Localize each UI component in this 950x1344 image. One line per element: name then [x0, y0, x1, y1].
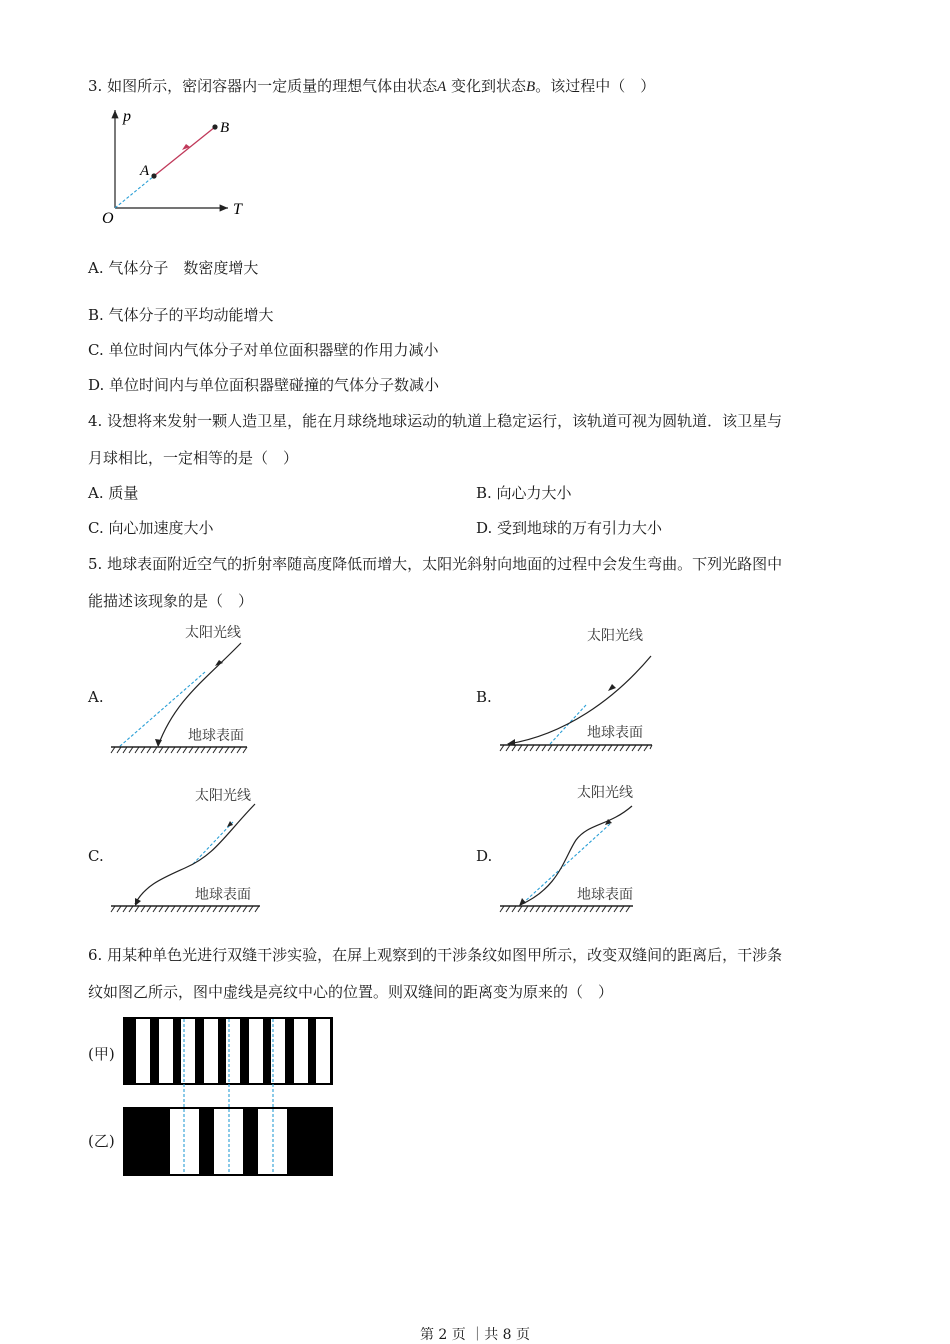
q5-c-hatching — [111, 906, 259, 912]
q3-process-line — [154, 127, 215, 176]
q5-c-ground-label: 地球表面 — [195, 887, 251, 903]
q3-point-b — [212, 124, 217, 129]
q3-origin-label: O — [102, 210, 114, 227]
q5-option-a-label: A. — [88, 688, 104, 706]
q5-c-sun-label: 太阳光线 — [195, 788, 251, 804]
q5-c-ray-arrow-icon — [227, 821, 233, 827]
q3-dashed-extension — [115, 176, 154, 208]
page-footer: 第 2 页 ｜共 8 页 — [419, 1327, 531, 1343]
q3-option-a: A. 气体分子 数密度增大 — [88, 259, 259, 277]
q6-label-jia: (甲) — [88, 1045, 115, 1063]
q4-option-c: C. 向心加速度大小 — [88, 519, 214, 537]
q5-option-d-label: D. — [476, 847, 493, 865]
q5-diagram-a — [105, 620, 265, 760]
q5-diagram-b — [494, 620, 669, 760]
q3-process-arrow — [182, 144, 190, 150]
q6-stem-line2: 纹如图乙所示，图中虚线是亮纹中心的位置。则双缝间的距离变为原来的（ ） — [88, 983, 614, 1001]
q3-point-a-label: A — [140, 163, 150, 179]
q5-d-ground-arrow-icon — [519, 898, 526, 906]
q5-diagram-d — [494, 778, 644, 918]
q6-fringe-yi — [123, 1107, 333, 1176]
q3-point-a — [151, 173, 156, 178]
q4-option-d: D. 受到地球的万有引力大小 — [476, 519, 663, 537]
q5-option-c-label: C. — [88, 847, 104, 865]
q6-stem-line1: 6. 用某种单色光进行双缝干涉实验，在屏上观察到的干涉条纹如图甲所示，改变双缝间的距离后，干涉条 — [88, 946, 783, 964]
q5-b-hatching — [500, 745, 652, 751]
q4-stem-line2: 月球相比，一定相等的是（ ） — [88, 449, 299, 467]
q5-a-ground-arrow-icon — [155, 739, 162, 747]
q4-option-b: B. 向心力大小 — [476, 484, 572, 502]
q4-option-a: A. 质量 — [88, 484, 139, 502]
q5-b-sun-label: 太阳光线 — [587, 628, 643, 644]
q5-a-hatching — [111, 747, 247, 753]
q5-d-ground-label: 地球表面 — [577, 887, 633, 903]
q5-b-ground-label: 地球表面 — [587, 725, 643, 741]
q5-a-sun-label: 太阳光线 — [185, 625, 241, 641]
q5-stem-line1: 5. 地球表面附近空气的折射率随高度降低而增大，太阳光斜射向地面的过程中会发生弯曲。下列光路图中 — [88, 555, 783, 573]
q5-c-dashed-line — [193, 822, 233, 864]
q5-b-ray-arrow-icon — [608, 684, 616, 691]
q3-option-b: B. 气体分子的平均动能增大 — [88, 306, 274, 324]
q4-stem-line1: 4. 设想将来发射一颗人造卫星，能在月球绕地球运动的轨道上稳定运行，该轨道可视为圆轨道．该卫星与 — [88, 412, 783, 430]
q3-stem: 3. 如图所示，密闭容器内一定质量的理想气体由状态A 变化到状态B。该过程中（ ） — [88, 77, 656, 95]
q5-diagram-c — [105, 780, 275, 920]
q6-fringe-jia — [123, 1017, 333, 1085]
q5-stem-line2: 能描述该现象的是（ ） — [88, 592, 254, 610]
q3-option-d: D. 单位时间内与单位面积器壁碰撞的气体分子数减小 — [88, 376, 440, 394]
q3-axis-t-label: T — [233, 201, 242, 218]
q5-option-b-label: B. — [476, 688, 492, 706]
q6-fringe-figure — [120, 1014, 338, 1180]
q6-label-yi: (乙) — [88, 1132, 115, 1150]
q3-option-c: C. 单位时间内气体分子对单位面积器壁的作用力减小 — [88, 341, 439, 359]
q5-a-ground-label: 地球表面 — [188, 728, 244, 744]
q5-d-sun-label: 太阳光线 — [577, 785, 633, 801]
q5-d-hatching — [500, 906, 630, 912]
q3-pt-graph — [96, 104, 256, 230]
q3-axis-p-label: p — [123, 108, 131, 125]
q3-point-b-label: B — [220, 120, 230, 136]
